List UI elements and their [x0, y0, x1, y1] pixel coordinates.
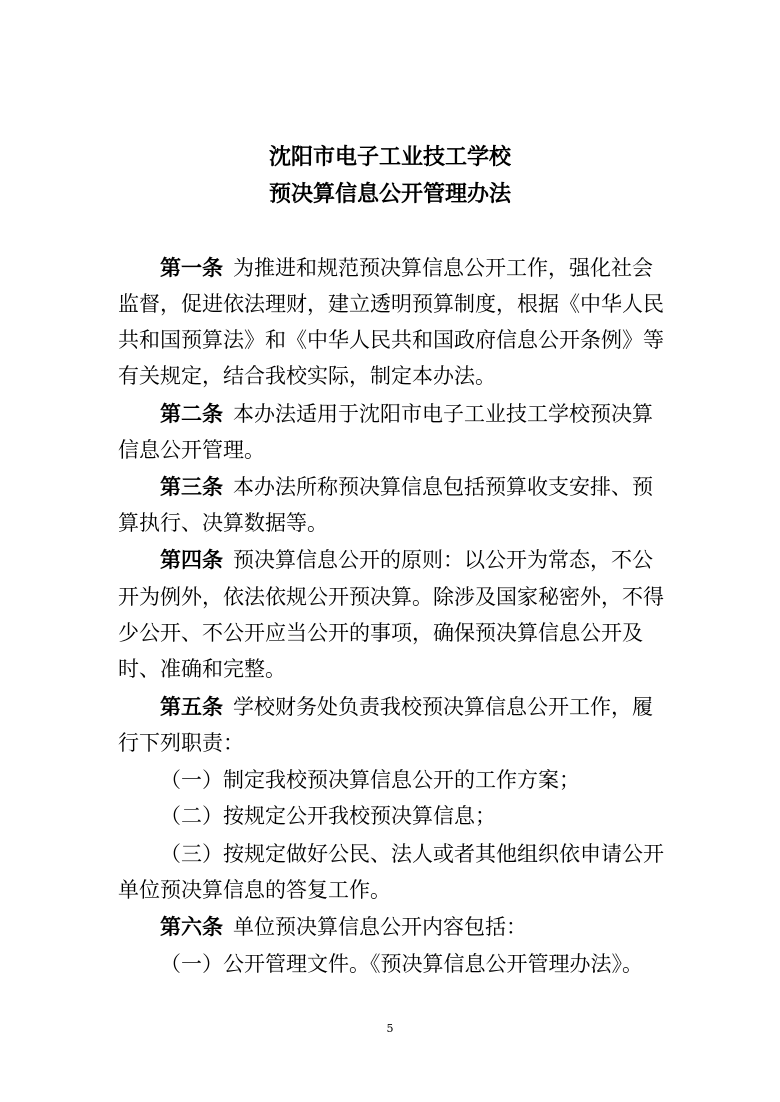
article-text: 预决算信息公开的原则：以公开为常态，不公 — [233, 548, 653, 572]
paragraph-line: 监督，促进依法理财，建立透明预算制度，根据《中华人民 — [118, 292, 664, 316]
article-1-first-line — [160, 253, 653, 283]
paragraph-line: 少公开、不公开应当公开的事项，确保预决算信息公开及 — [118, 621, 643, 645]
paragraph-line: 算执行、决算数据等。 — [118, 511, 328, 535]
article-5-first-line — [160, 692, 653, 722]
paragraph-line: 单位预决算信息的答复工作。 — [118, 878, 391, 902]
article-3-first-line — [160, 472, 653, 502]
paragraph-line: 共和国预算法》和《中华人民共和国政府信息公开条例》等 — [118, 328, 664, 352]
document-subtitle: 预决算信息公开管理办法 — [268, 181, 511, 207]
list-item: （一）公开管理文件。《预决算信息公开管理办法》。 — [160, 952, 643, 976]
paragraph-line: 有关规定，结合我校实际，制定本办法。 — [118, 364, 496, 388]
list-item: （二）按规定公开我校预决算信息； — [160, 804, 496, 828]
article-label: 第三条 — [160, 475, 223, 499]
article-label: 第二条 — [160, 402, 223, 426]
article-text: 本办法所称预决算信息包括预算收支安排、预 — [233, 475, 653, 499]
article-label: 第一条 — [160, 256, 223, 280]
article-label: 第五条 — [160, 695, 223, 719]
page-number: 5 — [386, 1022, 394, 1035]
paragraph-line: 时、准确和完整。 — [118, 657, 286, 681]
article-label: 第六条 — [160, 915, 223, 939]
article-2-first-line — [160, 399, 653, 429]
article-text: 为推进和规范预决算信息公开工作，强化社会 — [233, 256, 653, 280]
paragraph-line: 行下列职责： — [118, 731, 244, 755]
article-label: 第四条 — [160, 548, 223, 572]
list-item: （一）制定我校预决算信息公开的工作方案； — [160, 768, 580, 792]
paragraph-line: 开为例外，依法依规公开预决算。除涉及国家秘密外，不得 — [118, 585, 664, 609]
article-6-first-line — [160, 912, 527, 942]
document-title: 沈阳市电子工业技工学校 — [268, 144, 511, 170]
paragraph-line: 信息公开管理。 — [118, 438, 265, 462]
article-4-first-line — [160, 545, 653, 575]
list-item: （三）按规定做好公民、法人或者其他组织依申请公开 — [160, 842, 664, 866]
article-text: 单位预决算信息公开内容包括： — [233, 915, 527, 939]
article-text: 学校财务处负责我校预决算信息公开工作，履 — [233, 695, 653, 719]
article-text: 本办法适用于沈阳市电子工业技工学校预决算 — [233, 402, 653, 426]
